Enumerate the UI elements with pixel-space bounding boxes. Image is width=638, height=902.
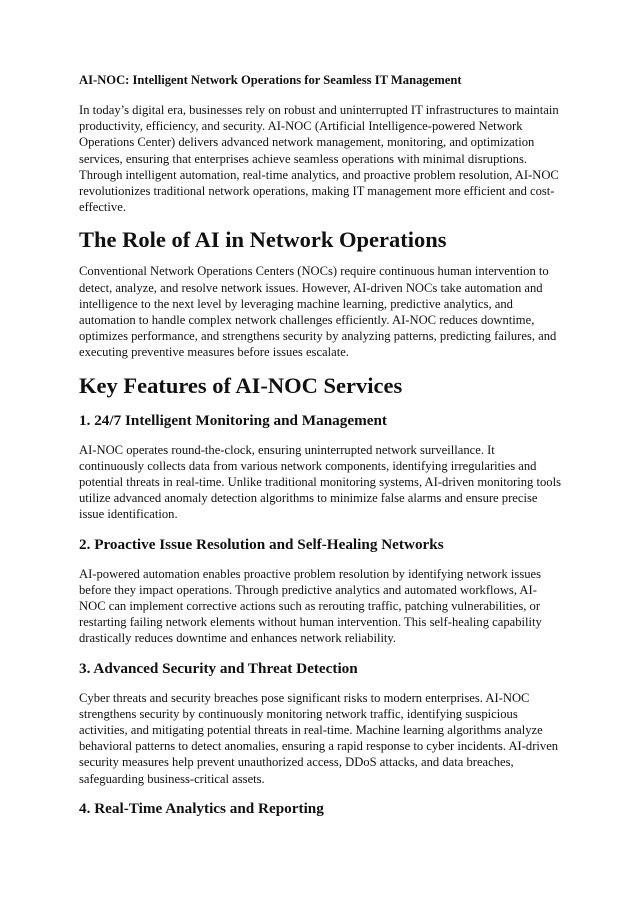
document-title: AI-NOC: Intelligent Network Operations for Seamless IT Management xyxy=(79,73,462,87)
intro-paragraph: In today’s digital era, businesses rely on robust and uninterrupted IT infrastructures to maintain productivity, efficiency, and security. AI-NOC (Artificial Intelligence-powered Network Operations Center) delivers advanced network management, monitoring, and optimization services, ensuring that enterprises achieve seamless operations with minimal disruptions. Through intelligent automation, real-time analytics, and proactive problem resolution, AI-NOC revolutionizes traditional network operations, making IT management more efficient and cost-effective. xyxy=(79,103,559,215)
feature-heading-self-healing: 2. Proactive Issue Resolution and Self-Healing Networks xyxy=(79,535,444,553)
feature-heading-security: 3. Advanced Security and Threat Detection xyxy=(79,659,358,677)
feature-paragraph-monitoring: AI-NOC operates round-the-clock, ensuring uninterrupted network surveillance. It continuously collects data from various network components, identifying irregularities and potential threats in real-time. Unlike traditional monitoring systems, AI-driven monitoring tools utilize advanced anomaly detection algorithms to minimize false alarms and ensure precise issue identification. xyxy=(79,442,561,522)
feature-paragraph-self-healing: AI-powered automation enables proactive problem resolution by identifying network issues before they impact operations. Through predictive analytics and automated workflows, AI-NOC can implement corrective actions such as rerouting traffic, patching vulnerabilities, or restarting failing network elements without human intervention. This self-healing capability drastically reduces downtime and enhances network reliability. xyxy=(79,566,542,646)
section-heading-role: The Role of AI in Network Operations xyxy=(79,227,447,253)
feature-heading-monitoring: 1. 24/7 Intelligent Monitoring and Management xyxy=(79,411,387,429)
feature-heading-analytics: 4. Real-Time Analytics and Reporting xyxy=(79,799,324,817)
section-heading-features: Key Features of AI-NOC Services xyxy=(79,372,403,398)
role-paragraph: Conventional Network Operations Centers (NOCs) require continuous human intervention to detect, analyze, and resolve network issues. However, AI-driven NOCs take automation and intelligence to the next level by leveraging machine learning, predictive analytics, and automation to handle complex network challenges efficiently. AI-NOC reduces downtime, optimizes performance, and strengthens security by analyzing patterns, predicting failures, and executing preventive measures before issues escalate. xyxy=(79,264,557,360)
document-body xyxy=(79,72,563,830)
feature-paragraph-security: Cyber threats and security breaches pose significant risks to modern enterprises. AI-NOC strengthens security by continuously monitoring network traffic, identifying suspicious activities, and mitigating potential threats in real-time. Machine learning algorithms analyze behavioral patterns to detect anomalies, ensuring a rapid response to cyber incidents. AI-driven security measures help prevent unauthorized access, DDoS attacks, and data breaches, safeguarding business-critical assets. xyxy=(79,690,559,786)
